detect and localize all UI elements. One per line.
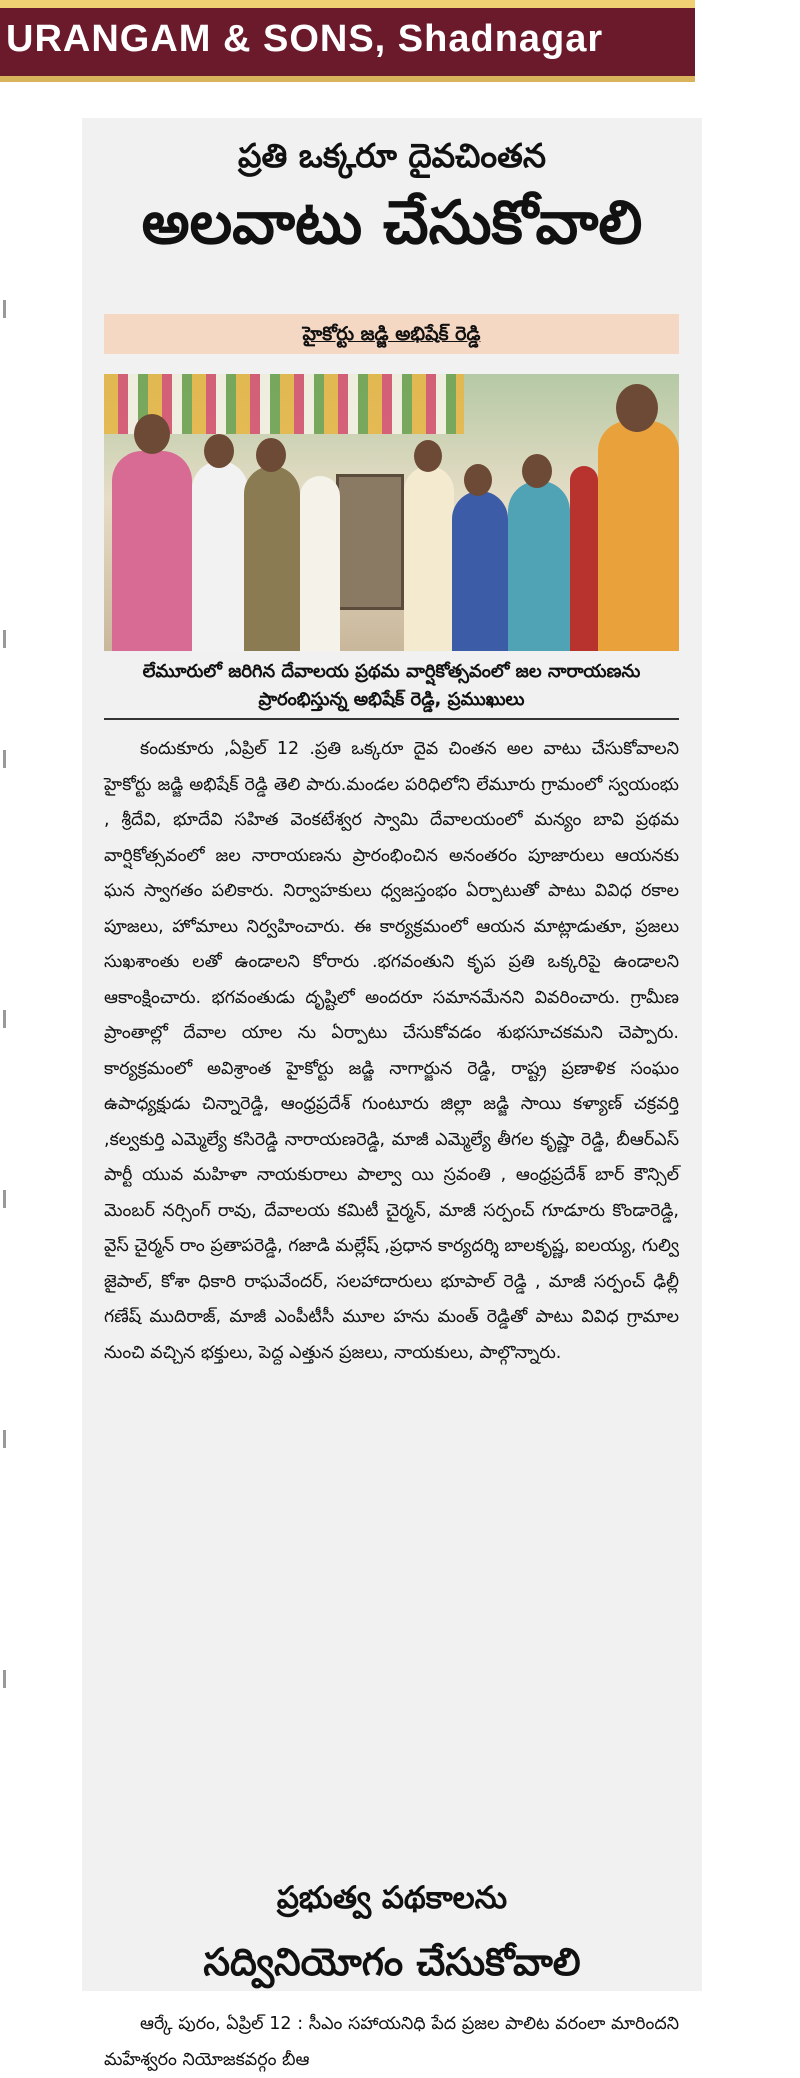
second-article-headline: సద్వినియోగం చేసుకోవాలి xyxy=(203,1940,581,1984)
news-article xyxy=(82,118,702,2070)
photo-person xyxy=(598,421,679,651)
photo-head xyxy=(464,464,492,496)
photo-person xyxy=(508,481,570,651)
photo-person xyxy=(244,466,300,651)
photo-person xyxy=(112,451,192,651)
article-kicker: ప్రతి ఒక్కరూ దైవచింతన xyxy=(238,136,546,175)
second-article-paragraph: ఆర్కే పురం, ఏప్రిల్ 12 : సీఎం సహాయనిధి పేద ప్రజల పాలిట వరంలా మారిందని మహేశ్వరం నియోజకవర్గం బీఆ xyxy=(104,2014,679,2070)
photo-person xyxy=(570,466,598,651)
photo-person xyxy=(452,491,508,651)
photo-person xyxy=(192,461,248,651)
second-article-kicker: ప్రభుత్వ పథకాలను xyxy=(276,1880,508,1916)
photo-caption: లేమూరులో జరిగిన దేవాలయ ప్రథమ వార్షికోత్సవంలో జల నారాయణను ప్రారంభిస్తున్న అభిషేక్ రెడ్డి, ప్రముఖులు xyxy=(104,658,679,720)
photo-head xyxy=(134,414,170,454)
banner-stripe xyxy=(0,0,695,8)
photo-head xyxy=(256,438,286,472)
photo-head xyxy=(616,384,658,432)
photo-person xyxy=(300,476,340,651)
photo-person xyxy=(404,466,454,651)
article-photo xyxy=(104,374,679,651)
photo-plaque xyxy=(336,474,404,610)
article-paragraph: కందుకూరు ,ఏప్రిల్ 12 .ప్రతి ఒక్కరూ దైవ చింతన అల వాటు చేసుకోవాలని హైకోర్టు జడ్జి అభిషేక్ రెడ్డి తెలి పారు.మండల పరిధిలోని లేమూరు గ్రామంలో స్వయంభు , శ్రీదేవి, భూదేవి సహిత వెంకటేశ్వర స్వామి దేవాలయంలో మన్యం బావి ప్రథమ వార్షికోత్సవంలో జల నారాయణను ప్రారంభించిన అనంతరం పూజారులు ఆయనకు ఘన స్వాగతం పలికారు. నిర్వాహకులు ధ్వజస్తంభం ఏర్పాటుతో పాటు వివిధ రకాల పూజలు, హోమాలు నిర్వహించారు. ఈ కార్యక్రమంలో ఆయన మాట్లాడుతూ, ప్రజలు సుఖశాంతు లతో ఉండాలని కోరారు .భగవంతుని కృప ప్రతి ఒక్కరిపై ఉండాలని ఆకాంక్షించారు. భగవంతుడు దృష్టిలో అందరూ సమానమేనని వివరించారు. గ్రామీణ ప్రాంతాల్లో దేవాల యాల ను ఏర్పాటు చేసుకోవడం శుభసూచకమని చెప్పారు. కార్యక్రమంలో అవిశ్రాంత హైకోర్టు జడ్జి నాగార్జున రెడ్డి, రాష్ట్ర ప్రణాళిక సంఘం ఉపాధ్యక్షుడు చిన్నారెడ్డి, ఆంధ్రప్రదేశ్ గుంటూరు జిల్లా జడ్జి సాయి కళ్యాణ్ చక్రవర్తి ,కల్వకుర్తి ఎమ్మెల్యే కసిరెడ్డి నారాయణరెడ్డి, మాజీ ఎమ్మెల్యే తీగల కృష్ణా రెడ్డి, బీఆర్ఎస్ పార్టీ యువ మహిళా నాయకురాలు పాల్వా యి స్రవంతి , ఆంధ్రప్రదేశ్ బార్ కౌన్సిల్ మెంబర్ నర్సింగ్ రావు, దేవాలయ కమిటీ చైర్మన్, మాజీ సర్పంచ్ గూడూరు కొండారెడ్డి, వైస్ చైర్మన్ రాం ప్రతాపరెడ్డి, గజాడి మల్లేష్ ,ప్రధాన కార్యదర్శి బాలకృష్ణ, ఐలయ్య, గుల్వి జైపాల్, కోశా ధికారి రాఘవేందర్, సలహాదారులు భూపాల్ రెడ్డి , మాజీ సర్పంచ్ ఢిల్లీ గణేష్ ముదిరాజ్, మాజీ ఎంపీటీసీ మూల హను మంత్ రెడ్డితో పాటు వివిధ గ్రామాల నుంచి వచ్చిన భక్తులు, పెద్ద ఎత్తున ప్రజలు, నాయకులు, పాల్గొన్నారు. xyxy=(104,739,679,1363)
article-body xyxy=(104,732,679,1371)
banner-ad xyxy=(0,0,695,82)
photo-head xyxy=(414,440,442,472)
article-byline: హైకోర్టు జడ్జి అభిషేక్ రెడ్డి xyxy=(104,314,679,354)
article-headline: అలవాటు చేసుకోవాలి xyxy=(141,188,643,258)
page-margin-marks xyxy=(0,110,14,1990)
photo-head xyxy=(204,434,234,468)
photo-head xyxy=(522,454,552,488)
second-article-body xyxy=(104,2007,679,2078)
banner-text: URANGAM & SONS, Shadnagar xyxy=(6,18,604,60)
